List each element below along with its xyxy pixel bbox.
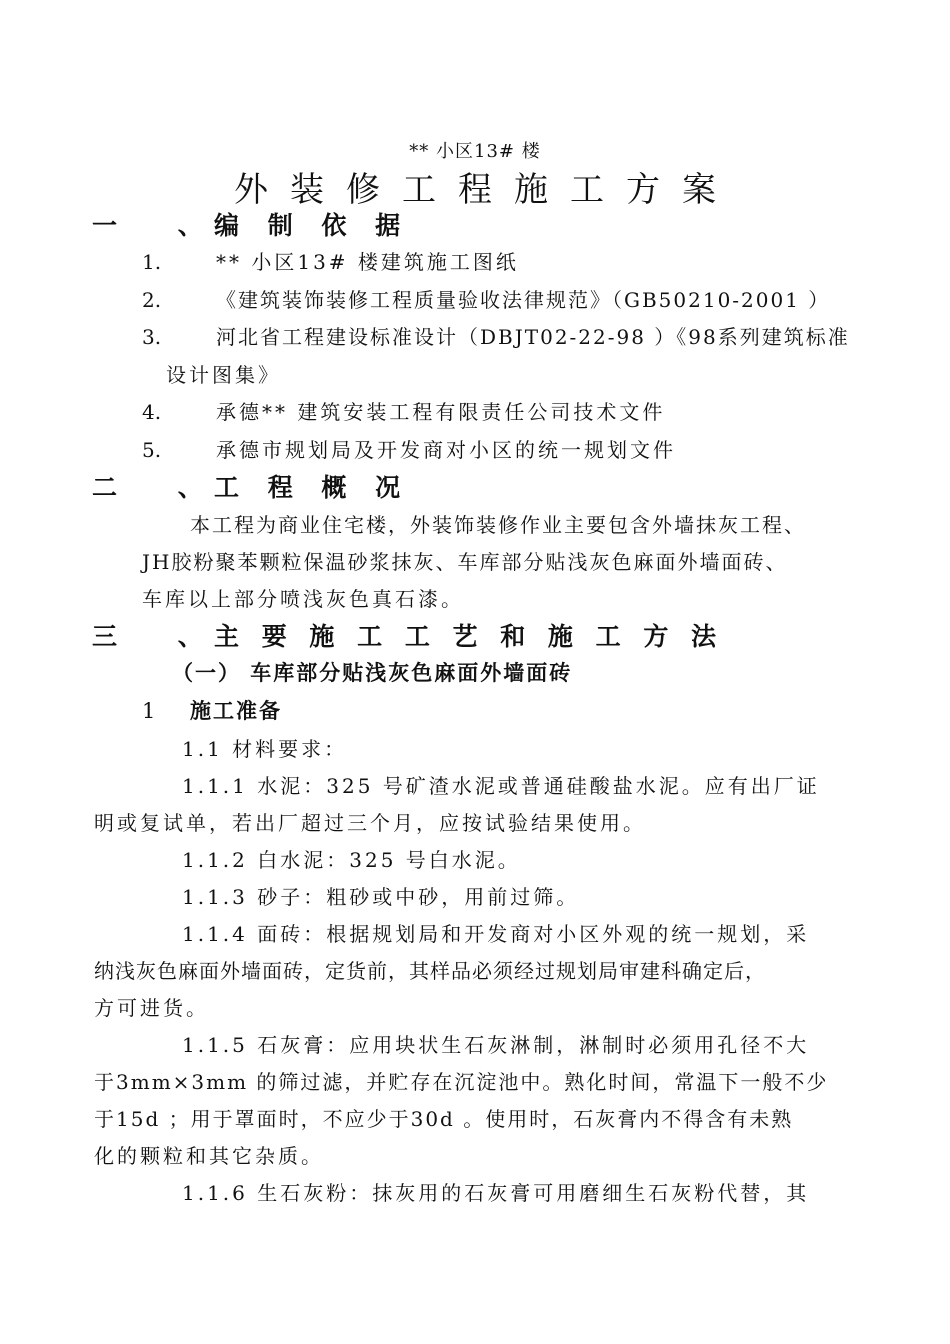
paragraph-line: 于3mm×3mm 的筛过滤，并贮存在沉淀池中。熟化时间，常温下一般不少 [94,1070,829,1094]
section-number: 二 、 [92,473,229,502]
list-item-text: ** 小区13# 楼建筑施工图纸 [216,250,519,274]
list-item-text: 承德市规划局及开发商对小区的统一规划文件 [216,438,676,462]
paragraph-line: JH胶粉聚苯颗粒保温砂浆抹灰、车库部分贴浅灰色麻面外墙面砖、 [142,550,788,574]
paragraph-line: 化的颗粒和其它杂质。 [94,1144,324,1168]
document-subtitle: ** 小区13# 楼 [409,141,541,162]
subsection-heading: （一） 车库部分贴浅灰色麻面外墙面砖 [172,660,573,685]
section-title: 主 要 施 工 工 艺 和 施 工 方 法 [214,622,724,651]
paragraph-line: 1.1.2 白水泥：325 号白水泥。 [182,848,521,872]
section-title: 编 制 依 据 [214,211,411,240]
list-item-number: 3. [142,325,162,349]
list-item-number: 2. [142,288,162,312]
paragraph-line: 1.1.3 砂子：粗砂或中砂，用前过筛。 [182,885,580,909]
paragraph-line: 车库以上部分喷浅灰色真石漆。 [142,587,464,611]
paragraph-line: 1.1.4 面砖：根据规划局和开发商对小区外观的统一规划，采 [182,922,810,946]
heading-text: 施工准备 [190,698,282,723]
section-number: 一 、 [92,211,229,240]
paragraph-line: 本工程为商业住宅楼，外装饰装修作业主要包含外墙抹灰工程、 [190,513,806,537]
paragraph-line: 1.1.6 生石灰粉：抹灰用的石灰膏可用磨细生石灰粉代替，其 [182,1181,810,1205]
paragraph-line: 1.1.5 石灰膏：应用块状生石灰淋制，淋制时必须用孔径不大 [182,1033,810,1057]
paragraph-line: 1.1.1 水泥：325 号矿渣水泥或普通硅酸盐水泥。应有出厂证 [182,774,820,798]
list-item-text: 河北省工程建设标准设计（DBJT02-22-98 ）《98系列建筑标准 [216,325,850,349]
list-item-number: 5. [142,438,162,462]
list-item-number: 4. [142,400,162,424]
section-title: 工 程 概 况 [214,473,411,502]
paragraph-line: 于15d ；用于罩面时，不应少于30d 。使用时，石灰膏内不得含有未熟 [94,1107,794,1131]
list-item-text: 承德** 建筑安装工程有限责任公司技术文件 [216,400,666,424]
paragraph-line: 明或复试单，若出厂超过三个月，应按试验结果使用。 [94,811,646,835]
paragraph-line: 纳浅灰色麻面外墙面砖，定货前，其样品必须经过规划局审建科确定后， [94,959,766,983]
list-item-continuation: 设计图集》 [166,363,281,387]
heading-number: 1 [142,699,158,723]
paragraph-line: 1.1 材料要求： [182,737,348,761]
list-item-number: 1. [142,250,162,274]
paragraph-line: 方可进货。 [94,996,209,1020]
section-number: 三 、 [92,622,229,651]
list-item-text: 《建筑装饰装修工程质量验收法律规范》（GB50210-2001 ） [216,288,831,312]
document-title: 外装修工程施工方案 [234,170,738,210]
